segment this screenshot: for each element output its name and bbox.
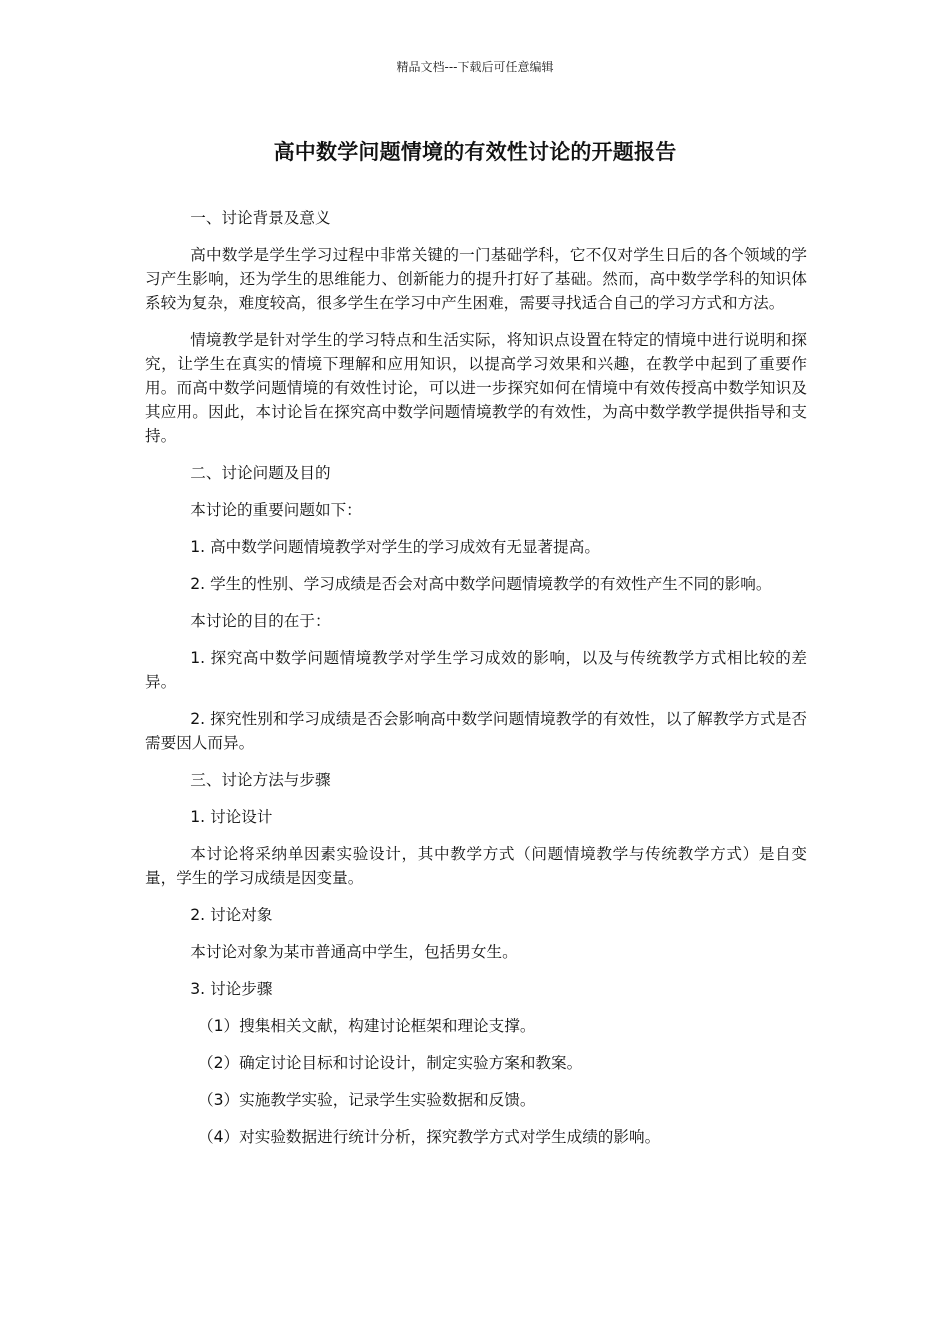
section-heading-questions: 二、讨论问题及目的 — [190, 464, 331, 482]
paragraph-purpose-intro: 本讨论的目的在于： — [190, 612, 331, 630]
step-item-3: （3）实施教学实验，记录学生实验数据和反馈。 — [198, 1091, 536, 1109]
paragraph-design: 本讨论将采纳单因素实验设计，其中教学方式（问题情境教学与传统教学方式）是自变量，学生的学习成绩是因变量。 — [145, 845, 807, 887]
question-item-1: 1. 高中数学问题情境教学对学生的学习成效有无显著提高。 — [190, 538, 600, 556]
question-item-2: 2. 学生的性别、学习成绩是否会对高中数学问题情境教学的有效性产生不同的影响。 — [190, 575, 772, 593]
subheading-design: 1. 讨论设计 — [190, 808, 273, 826]
paragraph-background-1: 高中数学是学生学习过程中非常关键的一门基础学科，它不仅对学生日后的各个领域的学习产生影响，还为学生的思维能力、创新能力的提升打好了基础。然而，高中数学学科的知识体系较为复杂，难度较高，很多学生在学习中产生困难，需要寻找适合自己的学习方式和方法。 — [145, 246, 807, 312]
subheading-subjects: 2. 讨论对象 — [190, 906, 273, 924]
step-item-1: （1）搜集相关文献，构建讨论框架和理论支撑。 — [198, 1017, 536, 1035]
document-body — [145, 206, 807, 1162]
section-heading-background: 一、讨论背景及意义 — [190, 209, 331, 227]
section-heading-methods: 三、讨论方法与步骤 — [190, 771, 331, 789]
step-item-2: （2）确定讨论目标和讨论设计，制定实验方案和教案。 — [198, 1054, 583, 1072]
purpose-item-2: 2. 探究性别和学习成绩是否会影响高中数学问题情境教学的有效性，以了解教学方式是否需要因人而异。 — [145, 710, 807, 752]
paragraph-questions-intro: 本讨论的重要问题如下： — [190, 501, 362, 519]
document-title: 高中数学问题情境的有效性讨论的开题报告 — [273, 140, 677, 164]
paragraph-background-2: 情境教学是针对学生的学习特点和生活实际，将知识点设置在特定的情境中进行说明和探究，让学生在真实的情境下理解和应用知识，以提高学习效果和兴趣，在教学中起到了重要作用。而高中数学问题情境的有效性讨论，可以进一步探究如何在情境中有效传授高中数学知识及其应用。因此，本讨论旨在探究高中数学问题情境教学的有效性，为高中数学教学提供指导和支持。 — [145, 331, 807, 445]
paragraph-subjects: 本讨论对象为某市普通高中学生，包括男女生。 — [190, 943, 518, 961]
purpose-item-1: 1. 探究高中数学问题情境教学对学生学习成效的影响，以及与传统教学方式相比较的差异。 — [145, 649, 807, 691]
page-header-note: 精品文档---下载后可任意编辑 — [396, 60, 554, 74]
step-item-4: （4）对实验数据进行统计分析，探究教学方式对学生成绩的影响。 — [198, 1128, 661, 1146]
subheading-steps: 3. 讨论步骤 — [190, 980, 273, 998]
